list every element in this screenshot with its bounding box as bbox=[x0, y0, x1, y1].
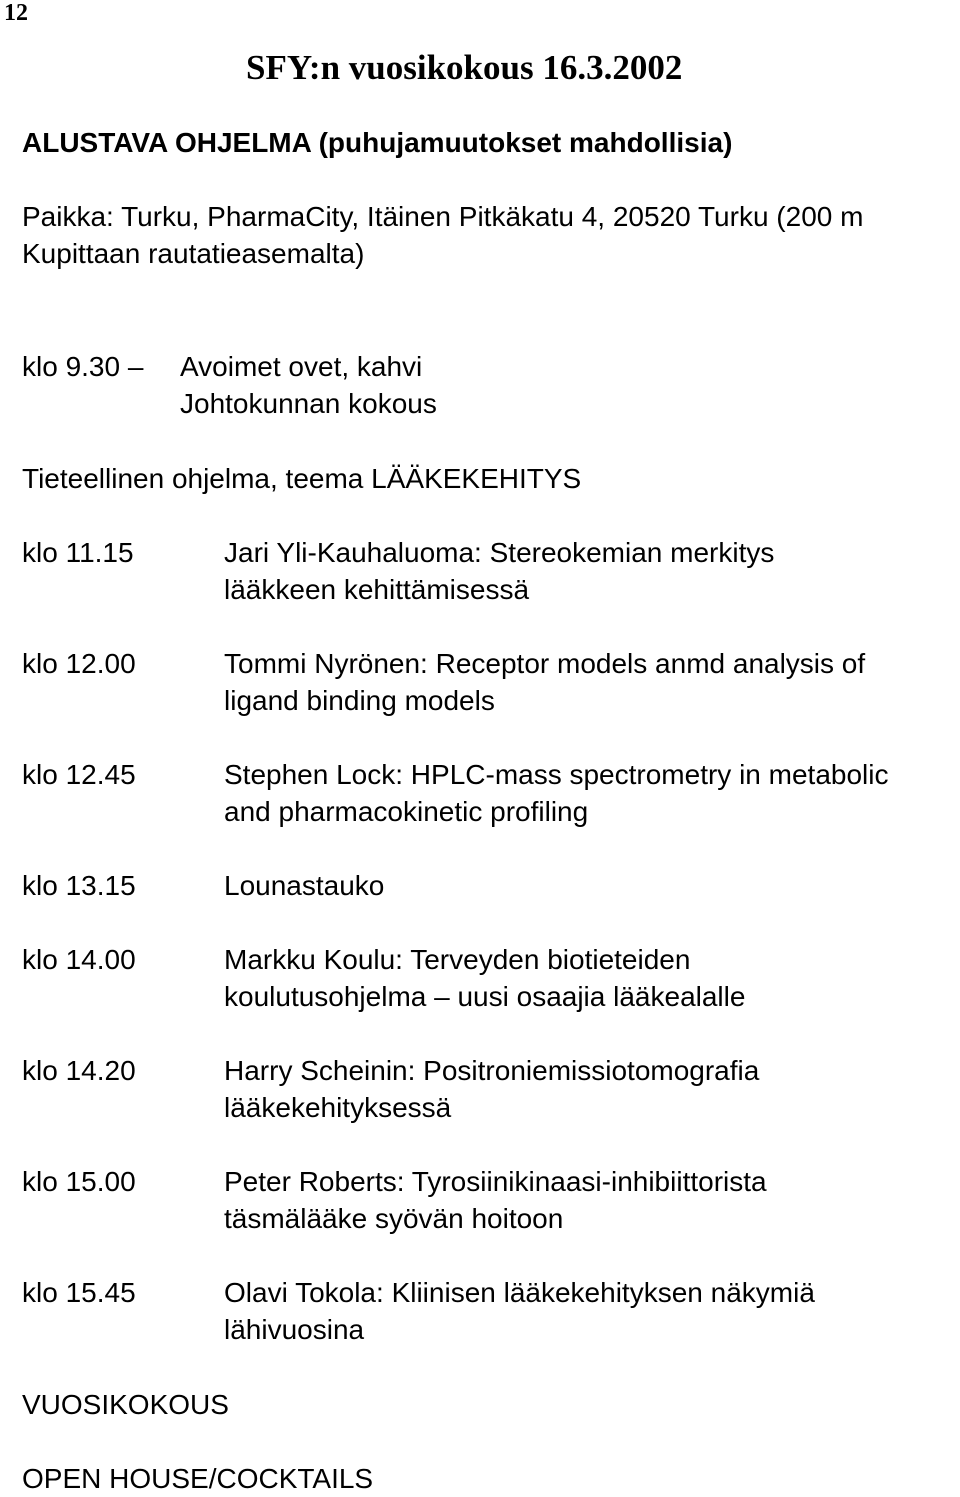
opening-entry bbox=[22, 348, 437, 422]
schedule-time: klo 13.15 bbox=[22, 870, 136, 901]
schedule-talk bbox=[224, 756, 960, 830]
schedule-talk bbox=[224, 867, 960, 904]
schedule-time: klo 14.20 bbox=[22, 1055, 136, 1086]
schedule-time: klo 15.00 bbox=[22, 1166, 136, 1197]
talk-line-2: lääkkeen kehittämisessä bbox=[224, 574, 530, 605]
opening-description bbox=[180, 348, 437, 422]
schedule-time: klo 11.15 bbox=[22, 537, 134, 568]
talk-line-1: Jari Yli-Kauhaluoma: Stereokemian merkitys bbox=[224, 537, 775, 568]
program-subtitle: ALUSTAVA OHJELMA (puhujamuutokset mahdollisia) bbox=[22, 127, 733, 158]
talk-line-2: ligand binding models bbox=[224, 685, 495, 716]
schedule-talk bbox=[224, 1052, 960, 1126]
schedule-time: klo 14.00 bbox=[22, 944, 136, 975]
schedule-talk bbox=[224, 1163, 960, 1237]
talk-line-1: Olavi Tokola: Kliinisen lääkekehityksen näkymiä bbox=[224, 1277, 815, 1308]
open-house-heading: OPEN HOUSE/COCKTAILS bbox=[22, 1463, 374, 1494]
talk-line-1: Stephen Lock: HPLC-mass spectrometry in metabolic bbox=[224, 759, 889, 790]
venue-info bbox=[22, 198, 863, 272]
venue-line-2: Kupittaan rautatieasemalta) bbox=[22, 238, 365, 269]
talk-line-1: Markku Koulu: Terveyden biotieteiden bbox=[224, 944, 691, 975]
schedule-time: klo 12.45 bbox=[22, 759, 136, 790]
schedule-time: klo 12.00 bbox=[22, 648, 136, 679]
page-number: 12 bbox=[4, 0, 28, 26]
talk-line-1: Tommi Nyrönen: Receptor models anmd analysis of bbox=[224, 648, 866, 679]
schedule-talk bbox=[224, 1274, 960, 1348]
schedule-talk bbox=[224, 645, 960, 719]
schedule-talk bbox=[224, 534, 960, 608]
talk-line-1: Peter Roberts: Tyrosiinikinaasi-inhibiittorista bbox=[224, 1166, 767, 1197]
program-theme: Tieteellinen ohjelma, teema LÄÄKEKEHITYS bbox=[22, 463, 582, 494]
talk-line-2: and pharmacokinetic profiling bbox=[224, 796, 589, 827]
schedule-talk bbox=[224, 941, 960, 1015]
talk-line-2: täsmälääke syövän hoitoon bbox=[224, 1203, 564, 1234]
venue-line-1: Paikka: Turku, PharmaCity, Itäinen Pitkäkatu 4, 20520 Turku (200 m bbox=[22, 201, 864, 232]
talk-line-2: lähivuosina bbox=[224, 1314, 365, 1345]
opening-line-1: Avoimet ovet, kahvi bbox=[180, 351, 423, 382]
opening-line-2: Johtokunnan kokous bbox=[180, 388, 437, 419]
opening-time: klo 9.30 – bbox=[22, 351, 144, 382]
document-title: SFY:n vuosikokous 16.3.2002 bbox=[246, 48, 683, 87]
annual-meeting-heading: VUOSIKOKOUS bbox=[22, 1389, 229, 1420]
talk-line-2: koulutusohjelma – uusi osaajia lääkealalle bbox=[224, 981, 746, 1012]
talk-line-2: lääkekehityksessä bbox=[224, 1092, 452, 1123]
talk-line-1: Harry Scheinin: Positroniemissiotomografia bbox=[224, 1055, 760, 1086]
talk-line-1: Lounastauko bbox=[224, 870, 385, 901]
schedule-time: klo 15.45 bbox=[22, 1277, 136, 1308]
